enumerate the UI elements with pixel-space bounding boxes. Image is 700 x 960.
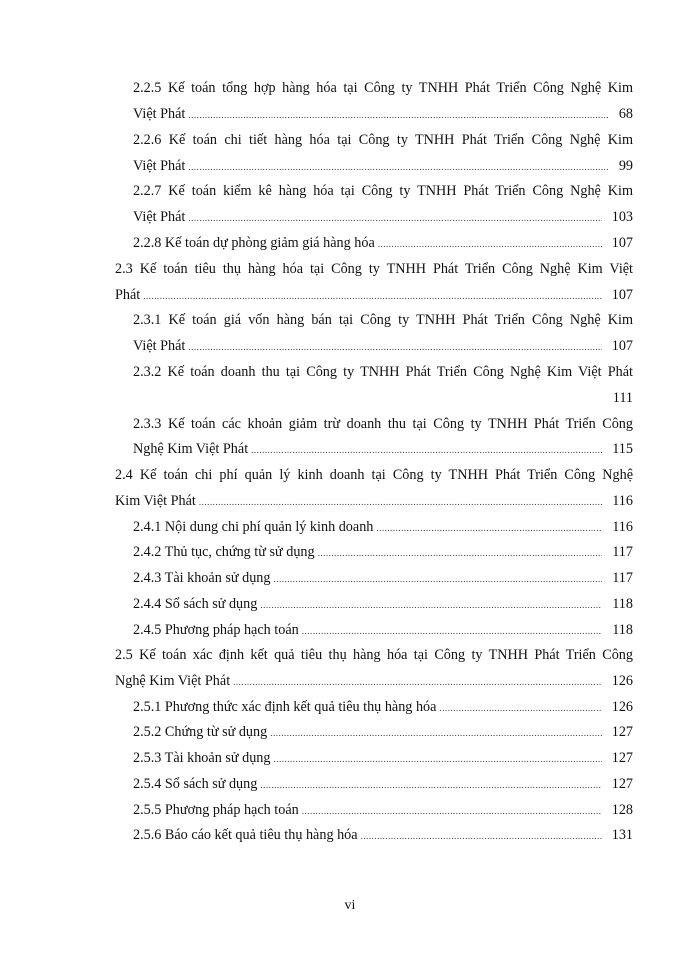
toc-entry-2-4-3: 2.4.3 Tài khoản sử dụng ..... 117 xyxy=(133,568,633,588)
toc-entry-2-4-title: 2.4 Kế toán chi phí quản lý kinh doanh tại Công ty TNHH Phát Triển Công Nghệ xyxy=(115,467,633,483)
toc-entry-2-5-title: 2.5 Kế toán xác định kết quả tiêu thụ hàng hóa tại Công ty TNHH Phát Triển Công xyxy=(115,647,633,663)
toc-entry-2-4-leader: Kim Việt Phát ..... 116 xyxy=(115,491,633,511)
page-ref: 116 xyxy=(612,493,633,509)
toc-entry-2-4-2: 2.4.2 Thủ tục, chứng từ sử dụng ..... 117 xyxy=(133,542,633,562)
page-ref: 127 xyxy=(611,724,633,740)
toc-entry-2-5-5: 2.5.5 Phương pháp hạch toán ..... 128 xyxy=(133,800,633,820)
toc-entry-2-4-1: 2.4.1 Nội dung chi phí quản lý kinh doanh ..... 116 xyxy=(133,517,633,537)
page-ref: 107 xyxy=(611,338,633,354)
toc-entry-2-5-4: 2.5.4 Sổ sách sử dụng ..... 127 xyxy=(133,774,633,794)
toc-entry-2-3-2-title: 2.3.2 Kế toán doanh thu tại Công ty TNHH Phát Triển Công Nghệ Kim Việt Phát xyxy=(133,364,633,380)
toc-entry-2-4-5: 2.4.5 Phương pháp hạch toán ..... 118 xyxy=(133,620,633,640)
page-ref: 68 xyxy=(618,106,633,122)
toc-entry-2-3-2-page: 111 xyxy=(612,390,633,406)
page-ref: 99 xyxy=(618,158,633,174)
toc-entry-2-5-2: 2.5.2 Chứng từ sử dụng ..... 127 xyxy=(133,722,633,742)
toc-entry-2-3-leader: Phát ..... 107 xyxy=(115,285,633,305)
toc-entry-2-4-4: 2.4.4 Sổ sách sử dụng ..... 118 xyxy=(133,594,633,614)
page-ref: 107 xyxy=(611,287,633,303)
page-ref: 118 xyxy=(612,596,633,612)
page-ref: 117 xyxy=(612,570,633,586)
toc-entry-2-3-3-title: 2.3.3 Kế toán các khoản giảm trừ doanh thu tại Công ty TNHH Phát Triển Công xyxy=(133,416,633,432)
page-ref: 128 xyxy=(611,802,633,818)
page-number: vi xyxy=(344,898,356,913)
toc-entry-2-5-leader: Nghệ Kim Việt Phát ..... 126 xyxy=(115,671,633,691)
page-ref: 115 xyxy=(612,441,633,457)
toc-entry-2-3-title: 2.3 Kế toán tiêu thụ hàng hóa tại Công ty TNHH Phát Triển Công Nghệ Kim Việt xyxy=(115,261,633,277)
toc-entry-2-2-7-leader: Việt Phát ..... 103 xyxy=(133,207,633,227)
toc-entry-2-2-7-title: 2.2.7 Kế toán kiểm kê hàng hóa tại Công ty TNHH Phát Triển Công Nghệ Kim xyxy=(133,183,633,199)
page-ref: 117 xyxy=(612,544,633,560)
toc-entry-2-3-1-leader: Việt Phát ..... 107 xyxy=(133,336,633,356)
page-ref: 127 xyxy=(611,776,633,792)
toc-entry-2-3-1-title: 2.3.1 Kế toán giá vốn hàng bán tại Công ty TNHH Phát Triển Công Nghệ Kim xyxy=(133,312,633,328)
page-ref: 116 xyxy=(612,519,633,535)
page-ref: 118 xyxy=(612,622,633,638)
page-ref: 131 xyxy=(611,827,633,843)
toc-entry-2-5-1: 2.5.1 Phương thức xác định kết quả tiêu thụ hàng hóa ..... 126 xyxy=(133,697,633,717)
toc-entry-2-5-6: 2.5.6 Báo cáo kết quả tiêu thụ hàng hóa ..... 131 xyxy=(133,825,633,845)
page-ref: 103 xyxy=(611,209,633,225)
toc-entry-2-2-8: 2.2.8 Kế toán dự phòng giảm giá hàng hóa ..... 107 xyxy=(133,233,633,253)
toc-entry-2-2-6-leader: Việt Phát ..... 99 xyxy=(133,156,633,176)
toc-entry-2-3-3-leader: Nghệ Kim Việt Phát ..... 115 xyxy=(133,439,633,459)
toc-entry-2-2-5-title: 2.2.5 Kế toán tổng hợp hàng hóa tại Công ty TNHH Phát Triển Công Nghệ Kim xyxy=(133,80,633,96)
page-ref: 107 xyxy=(611,235,633,251)
toc-entry-2-2-6-title: 2.2.6 Kế toán chi tiết hàng hóa tại Công ty TNHH Phát Triển Công Nghệ Kim xyxy=(133,132,633,148)
toc-entry-2-5-3: 2.5.3 Tài khoản sử dụng ..... 127 xyxy=(133,748,633,768)
page-ref: 127 xyxy=(611,750,633,766)
page-ref: 126 xyxy=(611,673,633,689)
toc-entry-2-2-5-leader: Việt Phát ..... 68 xyxy=(133,104,633,124)
page-ref: 126 xyxy=(611,699,633,715)
